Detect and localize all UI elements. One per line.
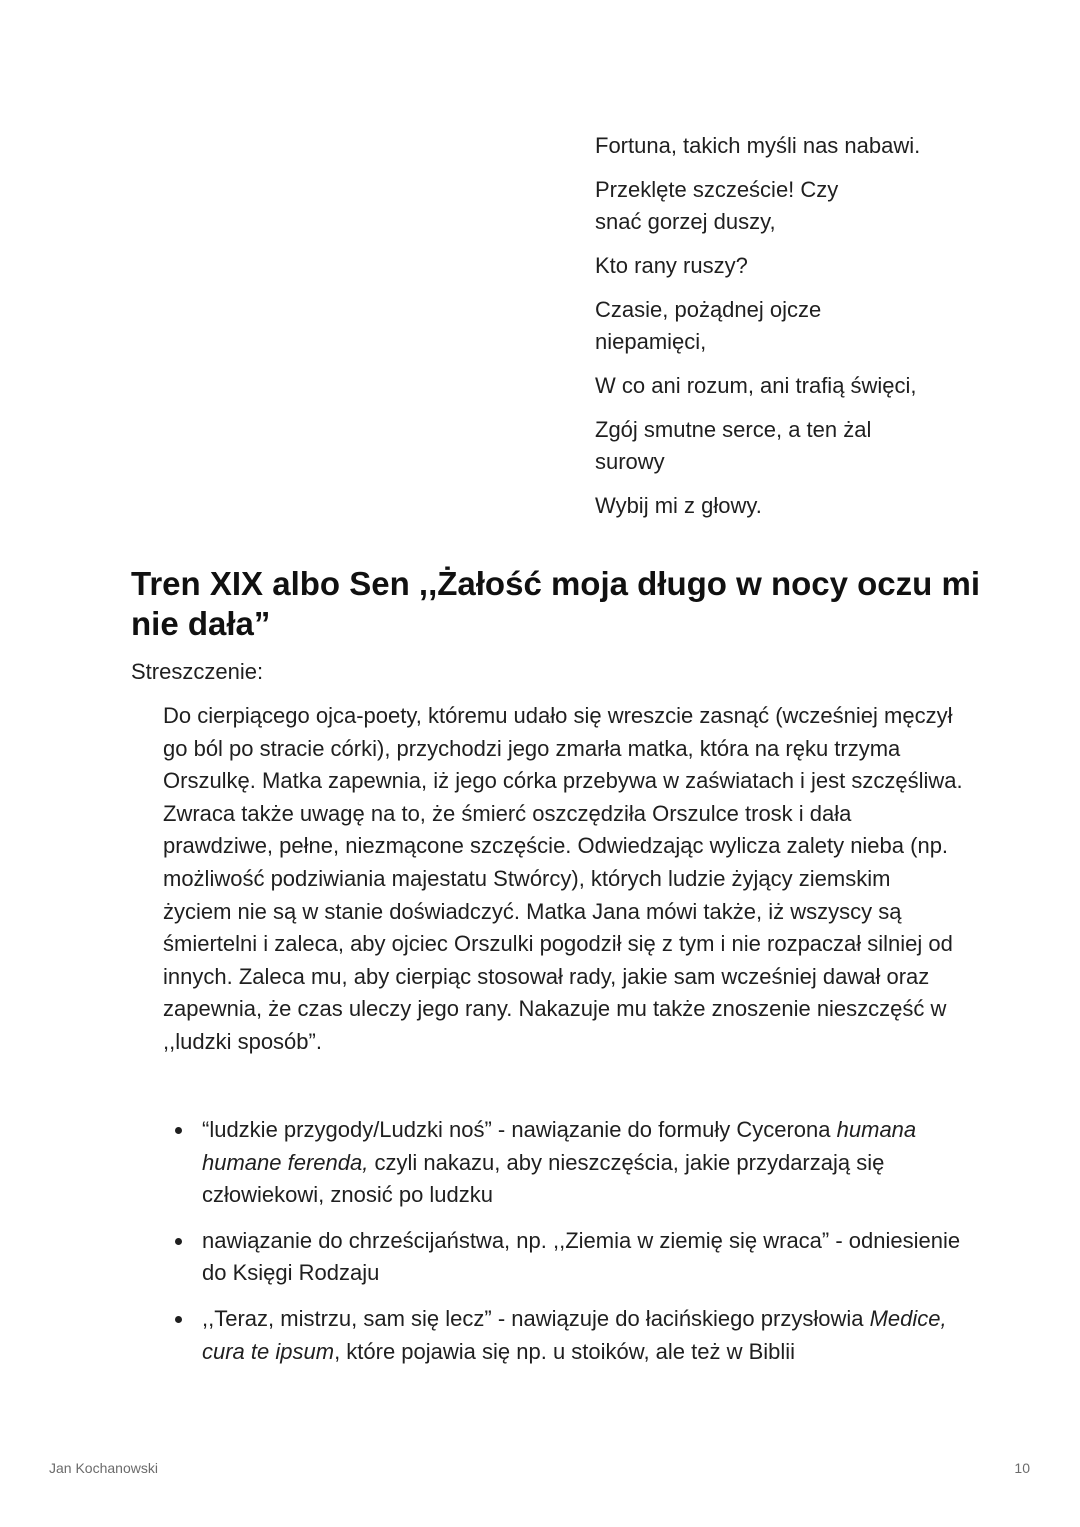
poem-line: Zgój smutne serce, a ten żal surowy	[595, 417, 872, 474]
list-item-text: , które pojawia się np. u stoików, ale też w Biblii	[334, 1338, 796, 1364]
list-item	[163, 1303, 963, 1368]
poem-line: Czasie, pożądnej ojcze niepamięci,	[595, 297, 822, 354]
list-item	[163, 1114, 963, 1212]
list-item-text: czyli nakazu, aby nieszczęścia, jakie przydarzają się człowiekowi, znosić po ludzku	[202, 1149, 885, 1208]
page-number: 10	[1014, 1460, 1030, 1476]
list-item-text: ,,Teraz, mistrzu, sam się lecz” - nawiązuje do łacińskiego przysłowia	[202, 1305, 870, 1331]
list-item	[163, 1225, 963, 1290]
poem-line: Przeklęte szczeście! Czy snać gorzej duszy,	[595, 177, 839, 234]
list-item-text: “ludzkie przygody/Ludzki noś” - nawiązanie do formuły Cycerona	[202, 1117, 837, 1142]
latin-phrase: Medice, cura te ipsum	[202, 1305, 947, 1364]
latin-phrase: humana humane ferenda,	[202, 1117, 917, 1175]
summary-text: Do cierpiącego ojca-poety, któremu udało się wreszcie zasnąć (wcześniej męczył go ból po stracie córki), przychodzi jego zmarła matka, która na ręku trzyma Orszulkę. Matka zapewnia, iż jego córka przebywa w zaświatach i jest szczęśliwa. Zwraca także uwagę na to, że śmierć oszczędziła Orszulce trosk i dała prawdziwe, pełne, niezmącone szczęście. Odwiedzając wylicza zalety nieba (np. możliwość podziwiania majestatu Stwórcy), których ludzie żyjący ziemskim życiem nie są w stanie doświadczyć. Matka Jana mówi także, iż wszyscy są śmiertelni i zaleca, aby ojciec Orszulki pogodził się z tym i nie rozpaczał silniej od innych. Zaleca mu, aby cierpiąc stosował rady, jakie sam wcześniej dawał oraz zapewnia, że czas uleczy jego rany. Nakazuje mu także znoszenie nieszczęść w ,,ludzki sposób”.	[163, 703, 963, 1054]
poem-line: Fortuna, takich myśli nas nabawi.	[595, 133, 921, 158]
footer-author: Jan Kochanowski	[49, 1460, 158, 1476]
poem-line: W co ani rozum, ani trafią święci,	[595, 373, 917, 398]
poem-line: Wybij mi z głowy.	[595, 493, 762, 518]
summary-label: Streszczenie:	[131, 659, 264, 684]
list-item-text: nawiązanie do chrześcijaństwa, np. ,,Ziemia w ziemię się wraca” - odniesienie do Księgi Rodzaju	[202, 1227, 961, 1286]
bullet-icon	[175, 1238, 182, 1245]
poem-stanza	[595, 130, 975, 534]
section-title: Tren XIX albo Sen ,,Żałość moja długo w nocy oczu mi nie dała”	[131, 565, 980, 642]
notes-list	[163, 1114, 963, 1381]
bullet-icon	[175, 1127, 182, 1134]
poem-line: Kto rany ruszy?	[595, 253, 748, 278]
bullet-icon	[175, 1316, 182, 1323]
